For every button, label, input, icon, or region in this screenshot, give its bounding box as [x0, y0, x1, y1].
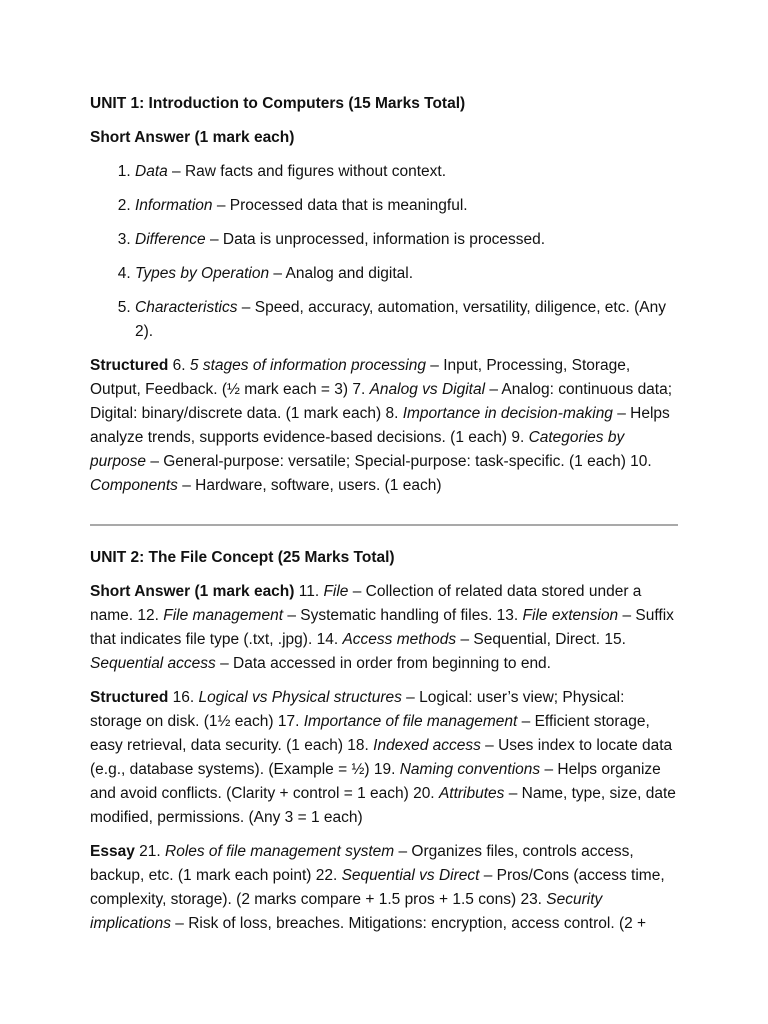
section-label: Structured [90, 357, 169, 374]
text-run: – General-purpose: versatile; Special-purpose: task-specific. (1 each) 10. [146, 453, 652, 470]
term: Sequential vs Direct [341, 867, 480, 884]
list-item-term: Information [135, 197, 213, 214]
text-run: 11. [294, 583, 324, 600]
list-item-term: Data [135, 163, 168, 180]
text-run: – Suffix that indicates file type (.txt, .jpg). 14. [90, 607, 674, 648]
list-item-text: – Speed, accuracy, automation, versatility, diligence, etc. (Any 2). [135, 299, 666, 340]
list-item-term: Characteristics [135, 299, 238, 316]
unit2-structured-paragraph [90, 686, 678, 830]
text-run: – Logical: user’s view; Physical: storage on disk. (1½ each) 17. [90, 689, 625, 730]
document-body [90, 92, 678, 936]
text-run: – Analog: continuous data; Digital: binary/discrete data. (1 mark each) 8. [90, 381, 673, 422]
term: 5 stages of information processing [189, 357, 426, 374]
text-run: – Systematic handling of files. 13. [283, 607, 523, 624]
unit1-short-answer-heading: Short Answer (1 mark each) [90, 129, 295, 146]
text-run: – Helps organize and avoid conflicts. (Clarity + control = 1 each) 20. [90, 761, 661, 802]
list-item [135, 194, 678, 218]
section-divider [90, 524, 678, 526]
term: File management [163, 607, 284, 624]
term: Analog vs Digital [369, 381, 486, 398]
term: File [323, 583, 349, 600]
text-run: – Name, type, size, date modified, permissions. (Any 3 = 1 each) [90, 785, 676, 826]
unit1-structured-paragraph [90, 354, 678, 498]
term: Importance of file management [303, 713, 518, 730]
list-item [135, 228, 678, 252]
term: File extension [522, 607, 619, 624]
section-label: Essay [90, 843, 135, 860]
text-run: 21. [134, 843, 165, 860]
term: Components [90, 477, 178, 494]
text-run: 16. [168, 689, 199, 706]
list-item [135, 160, 678, 184]
unit2-essay-paragraph [90, 840, 678, 936]
text-run: – Collection of related data stored under a name. 12. [90, 583, 642, 624]
term: Attributes [438, 785, 505, 802]
unit1-title: UNIT 1: Introduction to Computers (15 Marks Total) [90, 95, 466, 112]
list-item-term: Difference [135, 231, 206, 248]
text-run: – Data accessed in order from beginning to end. [215, 655, 551, 672]
text-run: 6. [168, 357, 190, 374]
text-run: – Hardware, software, users. (1 each) [177, 477, 442, 494]
text-run: – Sequential, Direct. 15. [456, 631, 626, 648]
term: Logical vs Physical structures [198, 689, 402, 706]
list-item-text: – Data is unprocessed, information is processed. [205, 231, 546, 248]
section-label: Short Answer (1 mark each) [90, 583, 295, 600]
text-run: – Pros/Cons (access time, complexity, storage). (2 marks compare + 1.5 pros + 1.5 cons) 23. [90, 867, 665, 908]
text-run: – Organizes files, controls access, backup, etc. (1 mark each point) 22. [90, 843, 634, 884]
term: Sequential access [90, 655, 216, 672]
list-item-term: Types by Operation [135, 265, 270, 282]
list-item [135, 296, 678, 344]
term: Naming conventions [399, 761, 541, 778]
list-item [135, 262, 678, 286]
term: Security implications [90, 891, 603, 932]
section-label: Structured [90, 689, 169, 706]
list-item-text: – Raw facts and figures without context. [167, 163, 447, 180]
unit1-short-answer-list [90, 160, 678, 344]
list-item-text: – Analog and digital. [269, 265, 414, 282]
text-run: – Uses index to locate data (e.g., database systems). (Example = ½) 19. [90, 737, 673, 778]
term: Categories by purpose [90, 429, 625, 470]
term: Indexed access [373, 737, 481, 754]
unit2-title: UNIT 2: The File Concept (25 Marks Total) [90, 549, 395, 566]
text-run: – Risk of loss, breaches. Mitigations: encryption, access control. (2 + [170, 915, 647, 932]
list-item-text: – Processed data that is meaningful. [212, 197, 468, 214]
text-run: – Efficient storage, easy retrieval, data security. (1 each) 18. [90, 713, 650, 754]
text-run: – Helps analyze trends, supports evidence-based decisions. (1 each) 9. [90, 405, 670, 446]
term: Importance in decision-making [402, 405, 613, 422]
term: Access methods [342, 631, 457, 648]
unit2-short-answer-paragraph [90, 580, 678, 676]
term: Roles of file management system [165, 843, 395, 860]
text-run: – Input, Processing, Storage, Output, Feedback. (½ mark each = 3) 7. [90, 357, 631, 398]
